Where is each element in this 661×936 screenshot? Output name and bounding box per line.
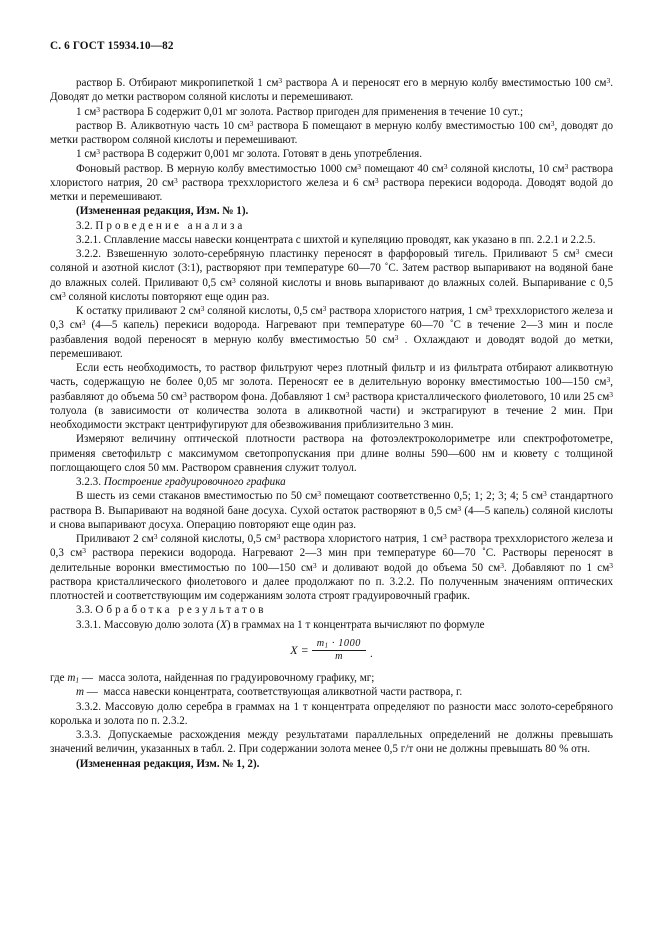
symbol-m: m: [76, 686, 85, 699]
paragraph-fonovyi-rastvor: Фоновый раствор. В мерную колбу вместимостью 1000 $см^3$ помещают 40 $см^3$ соляной кислоты, 10 $см^3$ раствора хлористого натрия, 20 $см^3$ раствора треххлористого железа и 6 $см^3$ раствора перекиси водорода. Доводят водой до метки и перемешивают.: [50, 161, 613, 203]
formula-block: [50, 639, 613, 662]
paragraph-rastvor-v-content: 1 $см^3$ раствора В содержит 0,001 мг золота. Готовят в день употребления.: [76, 147, 423, 161]
section-number-3-2-3: 3.2.3.: [76, 476, 101, 488]
paragraph-3-2-1: 3.2.1. Сплавление массы навески концентрата с шихтой и купеляцию проводят, как указано в пп. 2.2.1 и 2.2.5.: [76, 233, 596, 246]
formula-numerator-factor: 1000: [338, 637, 361, 649]
paragraph-esli-est: Если есть необходимость, то раствор фильтруют через плотный фильтр и из фильтрата отбирают аликвотную часть, содержащую не более 0,05 мг золота. Переносят ее в делительную воронку вместимостью 100—150 $см^3$, разбавляют до объема 50 $см^3$ раствором фона. Добавляют 1 $см^3$ раствора кристаллического фиолетового, 10 или 25 $см^3$ толуола (в зависимости от количества золота в аликвотной части) и экстрагируют в течение 2 мин. При необходимости экстракт центрифугируют для обезвоживания приблизительно 3 мин.: [50, 362, 613, 431]
page-header: С. 6 ГОСТ 15934.10—82: [50, 40, 174, 52]
paragraph-rastvor-b: раствор Б. Отбирают микропипеткой 1 $см^3$ раствора А и переносят его в мерную колбу вместимостью 100 $см^3$. Доводят до метки раствором соляной кислоты и перемешивают.: [50, 75, 613, 104]
paragraph-3-3-1: 3.3.1. Массовую долю золота (X) в граммах на 1 т концентрата вычисляют по формуле: [76, 618, 485, 631]
formula-numerator-symbol: m: [316, 637, 325, 649]
paragraph-prilivayut: Приливают 2 $см^3$ соляной кислоты, 0,5 $см^3$ раствора хлористого натрия, 1 $см^3$ раствора треххлористого железа и 0,3 $см^3$ раствора перекиси водорода. Нагревают 2—3 мин при температуре 60—70 ˚С. Растворы переносят в делительные воронки вместимостью по 100—150 $см^3$ и доливают водой до объема 50 $см^3$. Добавляют по 1 $см^3$ раствора кристаллического фиолетового и далее продолжают по п. 3.2.2. По полученным значениям оптических плотностей и соответствующим им содержаниям золота строят градуировочный график.: [50, 531, 613, 602]
variable-x-inline: X: [220, 618, 227, 631]
paragraph-rastvor-b-content: 1 $см^3$ раствора Б содержит 0,01 мг золота. Раствор пригоден для применения в течение 10 сут.;: [76, 104, 524, 118]
formula-left-side: [290, 644, 311, 656]
formula-equals: =: [300, 643, 309, 658]
document-body: [50, 76, 613, 771]
symbol-m1: $m_1$: [67, 672, 80, 685]
formula-fraction: [312, 639, 366, 662]
paragraph-izmeryayut: Измеряют величину оптической плотности раствора на фотоэлектроколориметре или спектрофотометре, применяя светофильтр с максимумом светопропускания при длине волны 590—600 нм и кювету с толщиной поглощающего слоя 50 мм. Раствором сравнения служит толуол.: [50, 433, 613, 474]
revision-note-1: (Измененная редакция, Изм. № 1).: [76, 205, 249, 218]
formula-trailing-punctuation: .: [369, 647, 373, 660]
formula-numerator-operator: ·: [331, 637, 336, 649]
formula-numerator-subscript: 1: [324, 642, 329, 650]
revision-note-2: (Измененная редакция, Изм. № 1, 2).: [76, 757, 260, 770]
section-title-3-2-3: Построение градуировочного графика: [103, 476, 286, 488]
section-heading-3-2: [50, 219, 613, 233]
formula-denominator: m: [335, 650, 343, 662]
section-heading-3-2-3: [50, 475, 613, 489]
formula-numerator: [312, 639, 366, 651]
paragraph-rastvor-v: раствор В. Аликвотную часть 10 $см^3$ раствора Б помещают в мерную колбу вместимостью 100 $см^3$, доводят до метки раствором соляной кислоты и перемешивают.: [50, 118, 614, 146]
section-number-3-2: 3.2.: [76, 219, 93, 232]
paragraph-3-2-2: 3.2.2. Взвешенную золото-серебряную пластинку переносят в фарфоровый тигель. Приливают 5 $см^3$ смеси соляной и азотной кислот (3:1), растворяют при температуре 60—70 ˚С. Затем раствор выпаривают на водяной бане до влажных солей. Приливают 0,5 $см^3$ соляной кислоты и вновь выпаривают до влажных солей. Выпаривание с 0,5 $см^3$ соляной кислоты повторяют еще один раз.: [50, 246, 613, 303]
section-title-3-3: Обработка результатов: [95, 604, 267, 617]
paragraph-3-3-2: 3.3.2. Массовую долю серебра в граммах на 1 т концентрата определяют по разности масс золото-серебряного королька и золота по п. 2.3.2.: [50, 700, 613, 727]
paragraph-gde-m: m — масса навески концентрата, соответствующая аликвотной части раствора, г.: [76, 686, 463, 699]
paragraph-3-3-3: 3.3.3. Допускаемые расхождения между результатами параллельных определений не должны превышать значений величин, указанных в табл. 2. При содержании золота менее 0,5 г/т они не должны превышать 80 % отн.: [50, 729, 613, 756]
formula-mass-fraction-gold: [290, 639, 373, 662]
paragraph-v-shest: В шесть из семи стаканов вместимостью по 50 $см^3$ помещают соответственно 0,5; 1; 2; 3; 4; 5 $см^3$ стандартного раствора В. Выпаривают на водяной бане досуха. Сухой остаток растворяют в 0,5 $см^3$ (4—5 капель) соляной кислоты и снова выпаривают досуха. Операцию повторяют еще один раз.: [50, 489, 613, 531]
section-number-3-3: 3.3.: [76, 604, 93, 617]
section-title-3-2: Проведение анализа: [95, 219, 246, 232]
section-heading-3-3: [50, 603, 613, 617]
formula-variable: X: [290, 643, 298, 658]
paragraph-gde-m1: где $m_1$ — масса золота, найденная по градуировочному графику, мг;: [50, 672, 375, 685]
paragraph-k-ostatku: К остатку приливают 2 $см^3$ соляной кислоты, 0,5 $см^3$ раствора хлористого натрия, 1 $см^3$ треххлористого железа и 0,3 $см^3$ (4—5 капель) перекиси водорода. Нагревают при температуре 60—70 ˚С в течение 2—3 мин и после разбавления водой переносят в мерную колбу вместимостью 50 $см^3$ . Охлаждают и доводят водой до метки, перемешивают.: [50, 303, 613, 360]
